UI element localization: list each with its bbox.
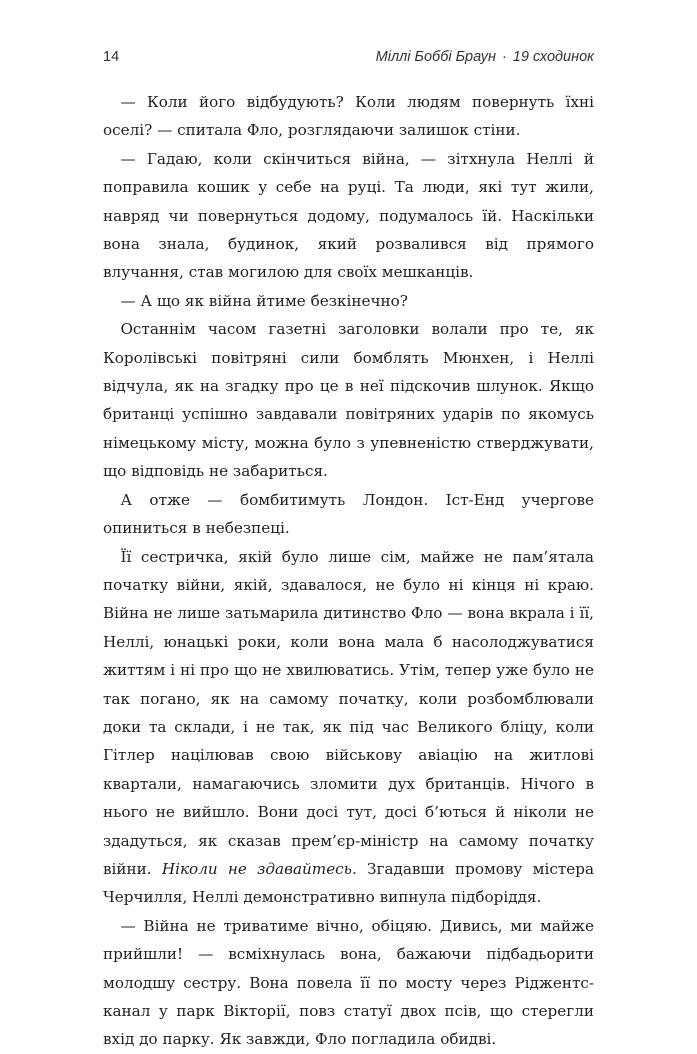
paragraph-4: Останнім часом газетні заголовки волали про те, як Королівські повітряні сили бомблять Мюнхен, і Неллі відчула, як на згадку про це в неї підскочив шлунок. Якщо британці успішно завдавали повітряних ударів по якомусь німецькому місту, можна було з упевненістю стверджувати, що відповідь не забариться. — [103, 320, 594, 481]
header-author: Міллі Боббі Браун — [375, 49, 496, 65]
header-book-title: 19 сходинок — [512, 49, 594, 65]
paragraph-5: А отже — бомбитимуть Лондон. Іст-Енд учергове опиниться в небезпеці. — [103, 490, 594, 538]
header-separator: · — [501, 49, 507, 65]
page-number: 14 — [103, 49, 120, 65]
paragraph-7: — Війна не триватиме вічно, обіцяю. Дивись, ми майже прийшли! — всміхнулась вона, бажаючи підбадьорити молодшу сестру. Вона повела її по мосту через Ріджентс-канал у парк Вікторії, повз статуї двох псів, що стерегли вхід до парку. Як завжди, Фло погладила обидві. — [103, 916, 594, 1049]
paragraph-2: — Гадаю, коли скінчиться війна, — зітхнула Неллі й поправила кошик у себе на руці. Та люди, які тут жили, навряд чи повернуться додому, подумалось їй. Наскільки вона знала, будинок, який розвалився від прямого влучання, став могилою для своїх мешканців. — [103, 149, 594, 282]
paragraph-6 — [103, 543, 594, 912]
header-book-info — [376, 49, 594, 65]
paragraph-1: — Коли його відбудують? Коли людям повернуть їхні оселі? — спитала Фло, розглядаючи залишок стіни. — [103, 93, 594, 140]
body-text — [103, 88, 594, 1054]
running-header — [103, 49, 594, 71]
paragraph-6-emphasis: Ніколи не здавайтесь — [161, 859, 352, 878]
paragraph-6-text-after: . Згадавши промову містера Черчилля, Неллі демонстративно випнула підборіддя. — [103, 859, 595, 907]
paragraph-6-text-before: Її сестричка, якій було лише сім, майже не пам’ятала початку війни, якій, здавалося, не було ні кінця ні краю. Війна не лише затьмарила дитинство Фло — вона вкрала і її, Неллі, юнацькі роки, коли вона мала б насолоджуватися життям і ні про що не хвилюватись. Утім, тепер уже було не так погано, як на самому початку, коли розбомблювали доки та склади, і не так, як під час Великого бліцу, коли Гітлер націлював свою військову авіацію на житлові квартали, намагаючись зломити дух британців. Нічого в нього не вийшло. Вони досі тут, досі б’ються й ніколи не здадуться, як сказав прем’єр-міністр на самому початку війни. — [103, 547, 594, 878]
paragraph-3: — А що як війна йтиме безкінечно? — [120, 291, 408, 310]
